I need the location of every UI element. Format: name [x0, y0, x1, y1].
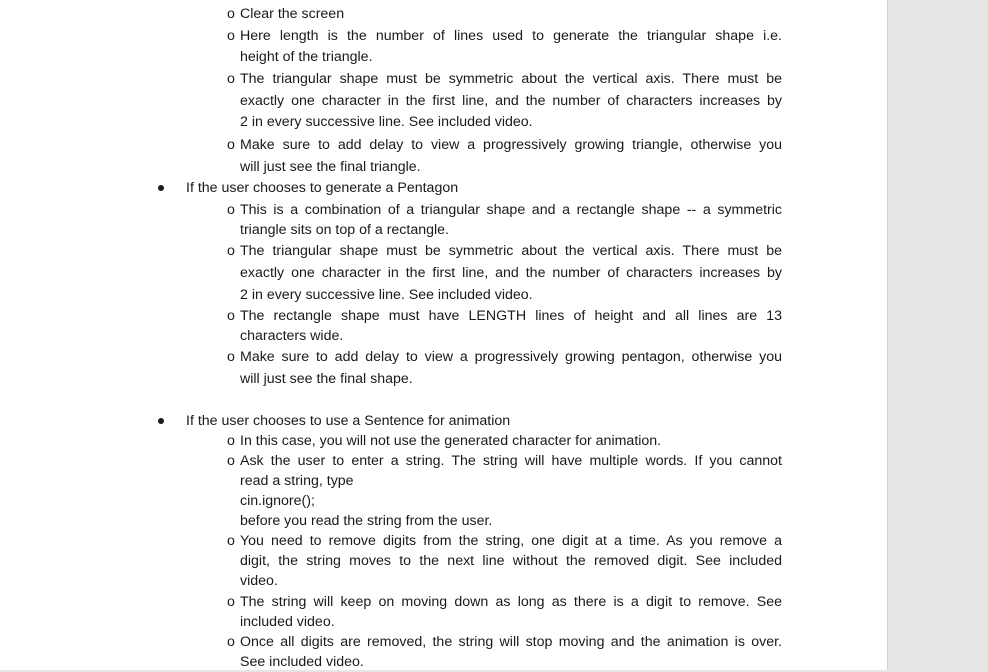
text-line: The triangular shape must be symmetric about the vertical axis. There must be	[240, 243, 782, 259]
sub-item-rectangle-shape	[227, 306, 782, 346]
text-line: will just see the final shape.	[240, 371, 413, 387]
text-line: 2 in every successive line. See included video.	[240, 287, 533, 303]
text-line: Make sure to add delay to view a progressively growing triangle, otherwise you	[240, 137, 782, 153]
sub-bullet-marker: o	[227, 453, 235, 469]
sub-bullet-marker: o	[227, 594, 235, 610]
text-line: before you read the string from the user.	[240, 513, 493, 529]
text-line: video.	[240, 573, 278, 589]
sub-bullet-marker: o	[227, 6, 235, 22]
text-line: See included video.	[240, 654, 364, 670]
bullet-pentagon: If the user chooses to generate a Pentagon	[186, 180, 459, 196]
text-line: Here length is the number of lines used to generate the triangular shape i.e.	[240, 28, 782, 44]
bullet-sentence-animation: If the user chooses to use a Sentence for animation	[186, 413, 511, 429]
sub-item-no-generated-char	[227, 431, 782, 451]
sub-bullet-marker: o	[227, 28, 235, 44]
sub-item-delay-triangle	[227, 134, 782, 178]
text-line: characters wide.	[240, 328, 344, 344]
sub-bullet-marker: o	[227, 243, 235, 259]
text-line: In this case, you will not use the generated character for animation.	[240, 433, 662, 449]
sub-bullet-marker: o	[227, 433, 235, 449]
text-line: You need to remove digits from the string, one digit at a time. As you remove a	[240, 533, 782, 549]
sub-item-length	[227, 26, 782, 68]
sub-item-animation-over	[227, 632, 782, 672]
text-line: height of the triangle.	[240, 49, 373, 65]
sub-item-pentagon-triangle-symmetric	[227, 240, 782, 306]
sub-bullet-marker: o	[227, 634, 235, 650]
text-line: read a string, type	[240, 473, 354, 489]
sub-item-keep-moving	[227, 592, 782, 632]
text-line: Clear the screen	[240, 6, 345, 22]
sub-bullet-marker: o	[227, 202, 235, 218]
sub-item-enter-string	[227, 451, 782, 531]
sub-item-clear-screen	[227, 4, 782, 24]
sub-item-remove-digits	[227, 531, 782, 591]
sub-bullet-marker: o	[227, 71, 235, 87]
bullet-dot	[158, 185, 164, 191]
text-line: 2 in every successive line. See included video.	[240, 114, 533, 130]
sub-item-delay-pentagon	[227, 346, 782, 390]
code-line: cin.ignore();	[240, 493, 315, 509]
text-line: The rectangle shape must have LENGTH lines of height and all lines are 13	[240, 308, 782, 324]
text-line: will just see the final triangle.	[240, 159, 421, 175]
text-line: The string will keep on moving down as long as there is a digit to remove. See	[240, 594, 782, 610]
text-line: triangle sits on top of a rectangle.	[240, 222, 449, 238]
text-line: Make sure to add delay to view a progressively growing pentagon, otherwise you	[240, 349, 782, 365]
text-line: This is a combination of a triangular shape and a rectangle shape -- a symmetric	[240, 202, 782, 218]
sub-bullet-marker: o	[227, 349, 235, 365]
text-line: The triangular shape must be symmetric about the vertical axis. There must be	[240, 71, 782, 87]
sub-bullet-marker: o	[227, 308, 235, 324]
text-line: digit, the string moves to the next line without the removed digit. See included	[240, 553, 782, 569]
sub-item-pentagon-combination	[227, 200, 782, 240]
bullet-dot	[158, 418, 164, 424]
sub-bullet-marker: o	[227, 137, 235, 153]
sub-bullet-marker: o	[227, 533, 235, 549]
text-line: exactly one character in the first line, and the number of characters increases by	[240, 265, 782, 281]
text-line: included video.	[240, 614, 335, 630]
sub-item-triangle-symmetric	[227, 69, 782, 134]
text-line: Once all digits are removed, the string will stop moving and the animation is over.	[240, 634, 782, 650]
text-line: exactly one character in the first line, and the number of characters increases by	[240, 92, 782, 109]
text-line: Ask the user to enter a string. The string will have multiple words. If you cannot	[240, 453, 782, 469]
